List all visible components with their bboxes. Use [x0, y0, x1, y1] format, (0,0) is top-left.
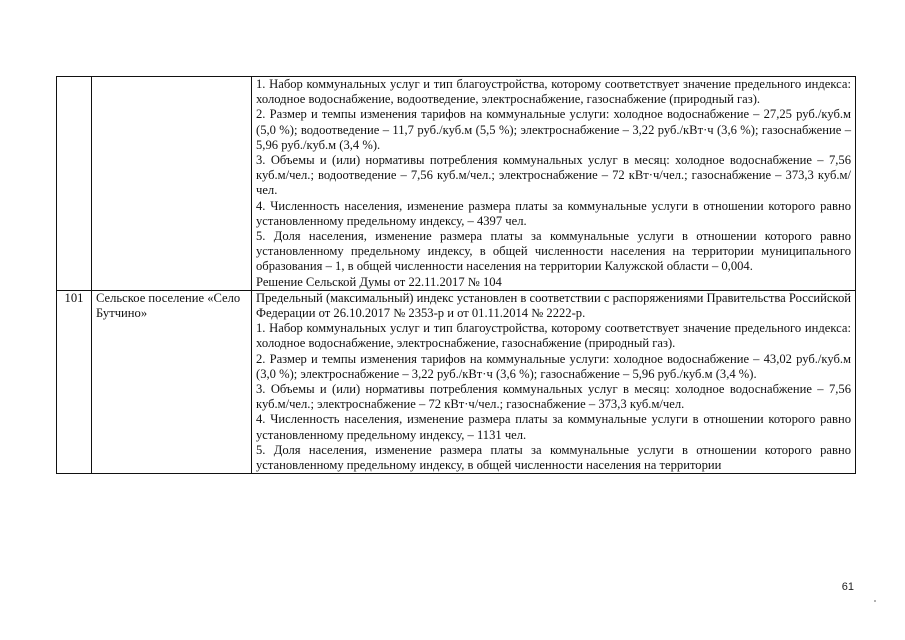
paragraph: 1. Набор коммунальных услуг и тип благоустройства, которому соответствует значение предельного индекса: холодное водоснабжение, водоотведение, электроснабжение, газоснабжение (природный газ). [256, 77, 851, 107]
paragraph: 5. Доля населения, изменение размера платы за коммунальные услуги в отношении которого равно установленному предельному индексу, в общей численности населения на территории муниципального образования – 1, в общей численности населения на территории Калужской области – 0,004. [256, 229, 851, 274]
row-number-cell [57, 77, 92, 291]
municipality-cell: Сельское поселение «Село Бутчино» [92, 290, 252, 473]
description-cell [252, 290, 856, 473]
paragraph: 1. Набор коммунальных услуг и тип благоустройства, которому соответствует значение предельного индекса: холодное водоснабжение, электроснабжение, газоснабжение (природный газ). [256, 321, 851, 351]
paragraph: 4. Численность населения, изменение размера платы за коммунальные услуги в отношении которого равно установленному предельному индексу, – 4397 чел. [256, 198, 851, 228]
paragraph: 4. Численность населения, изменение размера платы за коммунальные услуги в отношении которого равно установленному предельному индексу, – 1131 чел. [256, 412, 851, 442]
scan-speck [874, 600, 876, 602]
indices-table [56, 76, 856, 474]
row-number-cell: 101 [57, 290, 92, 473]
page-number: 61 [841, 581, 854, 593]
paragraph: 2. Размер и темпы изменения тарифов на коммунальные услуги: холодное водоснабжение – 27,25 руб./куб.м (5,0 %); водоотведение – 11,7 руб./куб.м (5,5 %); электроснабжение – 3,22 руб./кВт·ч (3,6 %); газоснабжение – 5,96 руб./куб.м (3,4 %). [256, 107, 851, 152]
municipality-cell [92, 77, 252, 291]
table-row [57, 77, 856, 291]
description-cell [252, 77, 856, 291]
paragraph: 2. Размер и темпы изменения тарифов на коммунальные услуги: холодное водоснабжение – 43,02 руб./куб.м (3,0 %); электроснабжение – 3,22 руб./кВт·ч (3,6 %); газоснабжение – 5,96 руб./куб.м (3,4 %). [256, 351, 851, 381]
paragraph: Предельный (максимальный) индекс установлен в соответствии с распоряжениями Правительства Российской Федерации от 26.10.2017 № 2353-р и от 01.11.2014 № 2222-р. [256, 290, 851, 321]
paragraph: 5. Доля населения, изменение размера платы за коммунальные услуги в отношении которого равно установленному предельному индексу, в общей численности населения на территории [256, 442, 851, 473]
paragraph: 3. Объемы и (или) нормативы потребления коммунальных услуг в месяц: холодное водоснабжение – 7,56 куб.м/чел.; электроснабжение – 72 кВт·ч/чел.; газоснабжение – 373,3 куб.м/чел. [256, 382, 851, 412]
paragraph: 3. Объемы и (или) нормативы потребления коммунальных услуг в месяц: холодное водоснабжение – 7,56 куб.м/чел.; водоотведение – 7,56 куб.м/чел.; электроснабжение – 72 кВт·ч/чел.; газоснабжение – 373,3 куб.м/чел. [256, 153, 851, 198]
table-row [57, 290, 856, 473]
decision-reference: Решение Сельской Думы от 22.11.2017 № 104 [256, 274, 502, 289]
